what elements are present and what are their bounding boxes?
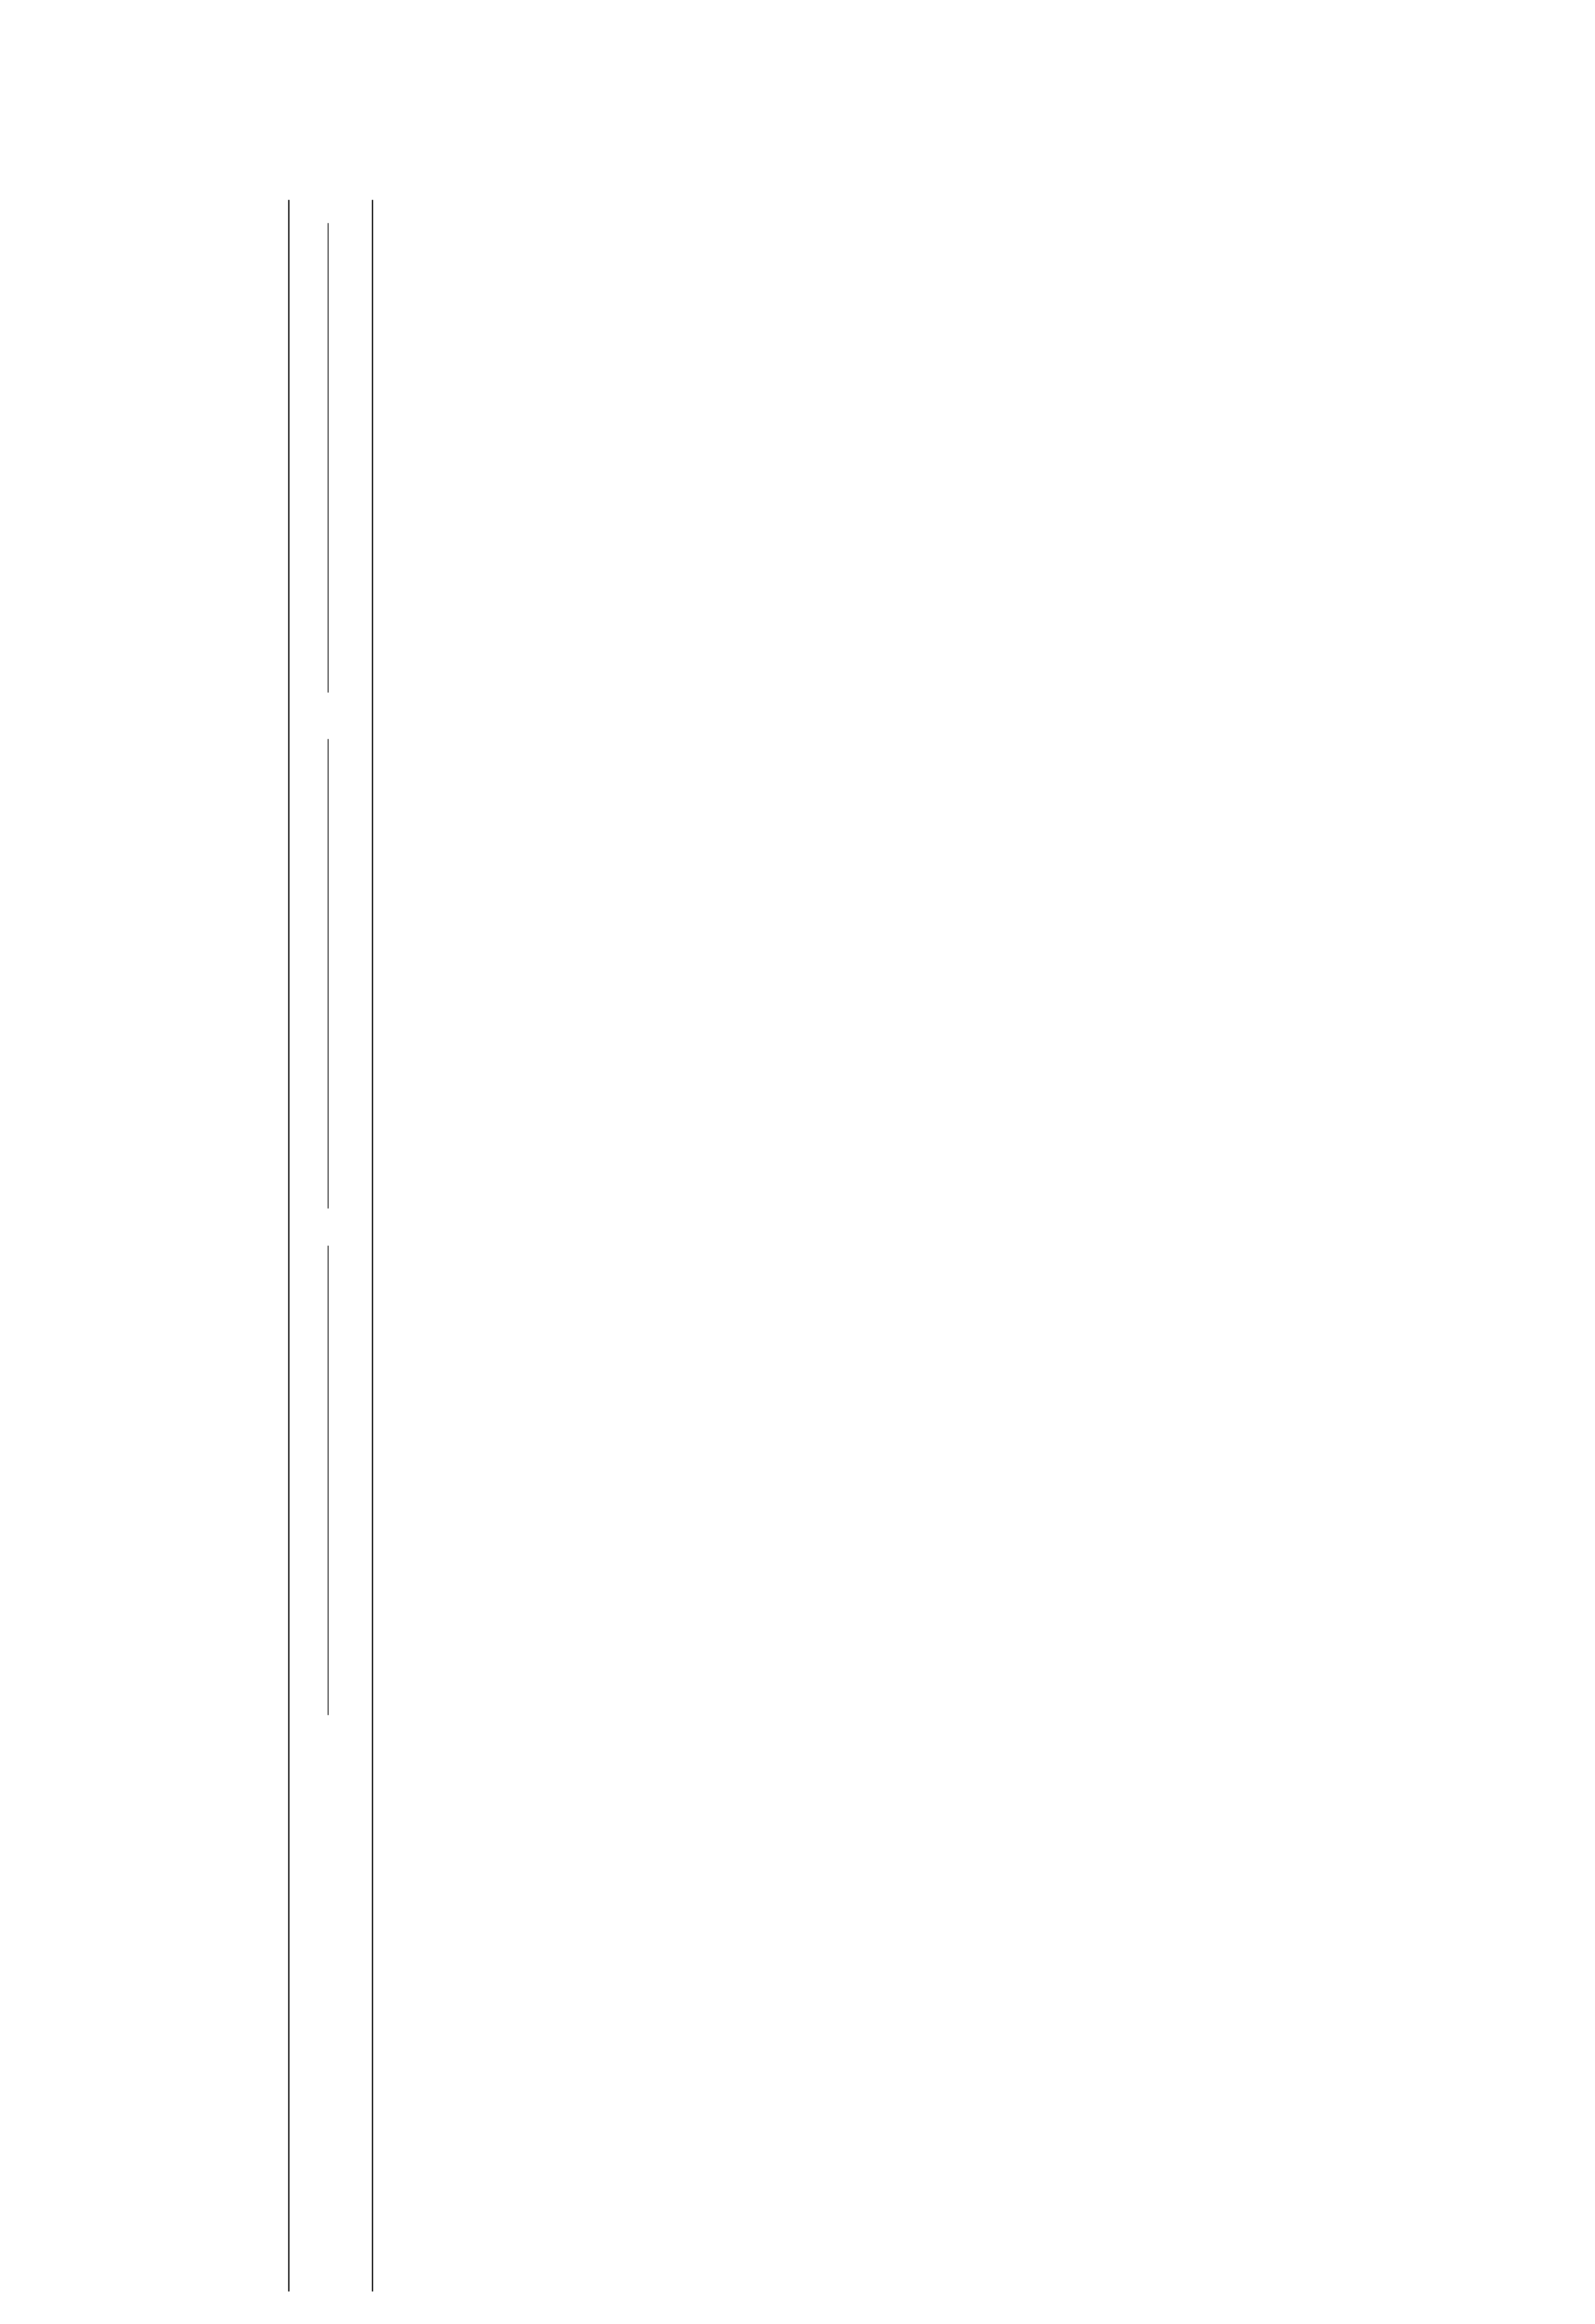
header-bottom-rule: [372, 200, 373, 2291]
header-top-rule: [288, 200, 290, 2291]
group-rule-gross: [328, 1246, 329, 1715]
rotated-table-block: [153, 200, 1455, 2291]
group-rule-tantalum: [328, 223, 329, 693]
group-rule-columbium: [328, 739, 329, 1208]
